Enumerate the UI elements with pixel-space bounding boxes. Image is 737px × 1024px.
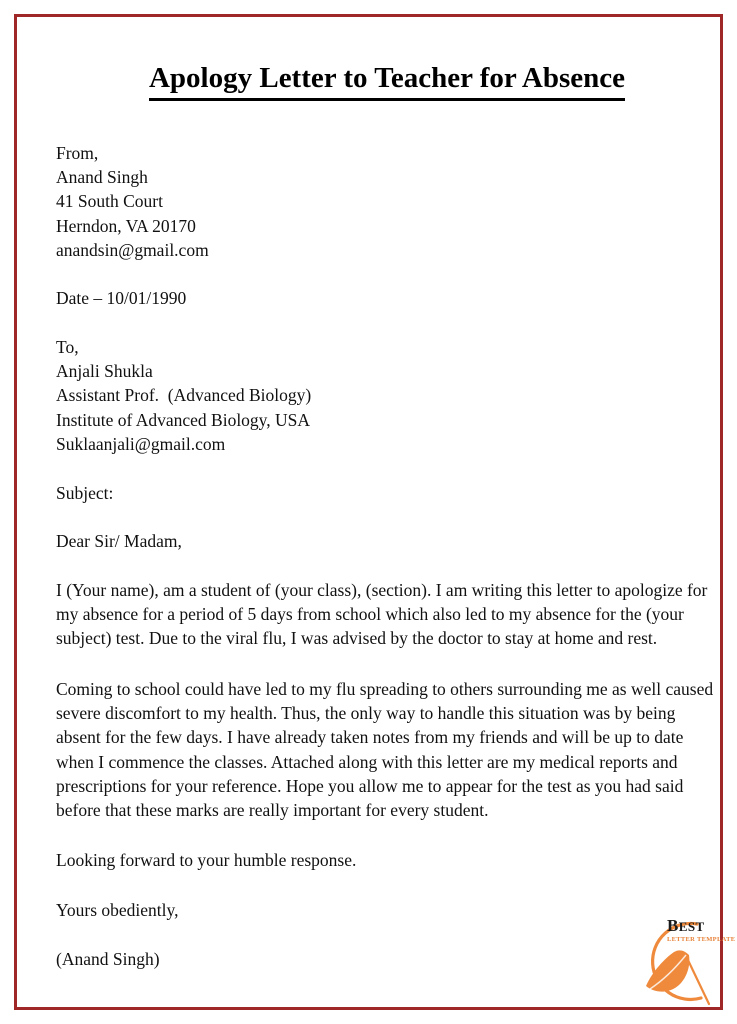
logo-wordmark xyxy=(667,916,736,944)
subject-line: Subject: xyxy=(56,483,114,504)
page-title xyxy=(56,63,718,103)
logo-brand-primary xyxy=(667,916,727,935)
recipient-address-block xyxy=(56,335,718,456)
sender-from-label: From, xyxy=(56,142,99,163)
logo-brand-initial: B xyxy=(667,916,679,935)
closing-line: Looking forward to your humble response. xyxy=(56,850,357,871)
page-title-text: Apology Letter to Teacher for Absence xyxy=(149,63,625,101)
recipient-to-label: To, xyxy=(56,336,79,357)
sender-address-block xyxy=(56,141,718,262)
salutation: Dear Sir/ Madam, xyxy=(56,531,182,552)
sender-email: anandsin@gmail.com xyxy=(56,240,209,261)
signature-name: (Anand Singh) xyxy=(56,949,160,970)
recipient-designation: Assistant Prof. (Advanced Biology) xyxy=(56,385,312,406)
letter-date: Date – 10/01/1990 xyxy=(56,288,187,309)
sender-street: 41 South Court xyxy=(56,191,163,212)
letter-content xyxy=(56,63,718,971)
body-paragraph-2: Coming to school could have led to my flu spreading to others surrounding me as well caused severe discomfort to my health. Thus, the only way to handle this situation was by being absent for the few days. I have already taken notes from my friends and will be up to date when I commence the classes. Attached along with this letter are my medical reports and prescriptions for your reference. Hope you allow me to appear for the test as you had said before that these marks are really important for every student. xyxy=(56,678,714,821)
sender-name: Anand Singh xyxy=(56,167,148,188)
recipient-email: Suklaanjali@gmail.com xyxy=(56,433,226,454)
recipient-institution: Institute of Advanced Biology, USA xyxy=(56,409,311,430)
page-border-frame xyxy=(14,14,736,1010)
logo-brand-rest: EST xyxy=(678,919,705,934)
logo-brand-secondary: LETTER TEMPLATE xyxy=(667,936,736,943)
signoff-line: Yours obediently, xyxy=(56,899,179,920)
brand-logo xyxy=(623,910,736,1014)
sender-city-state-zip: Herndon, VA 20170 xyxy=(56,215,196,236)
body-paragraph-1: I (Your name), am a student of (your class), (section). I am writing this letter to apologize for my absence for a period of 5 days from school which also led to my absence for the (your subject) test. Due to the viral flu, I was advised by the doctor to stay at home and rest. xyxy=(56,579,708,649)
recipient-name: Anjali Shukla xyxy=(56,360,153,381)
